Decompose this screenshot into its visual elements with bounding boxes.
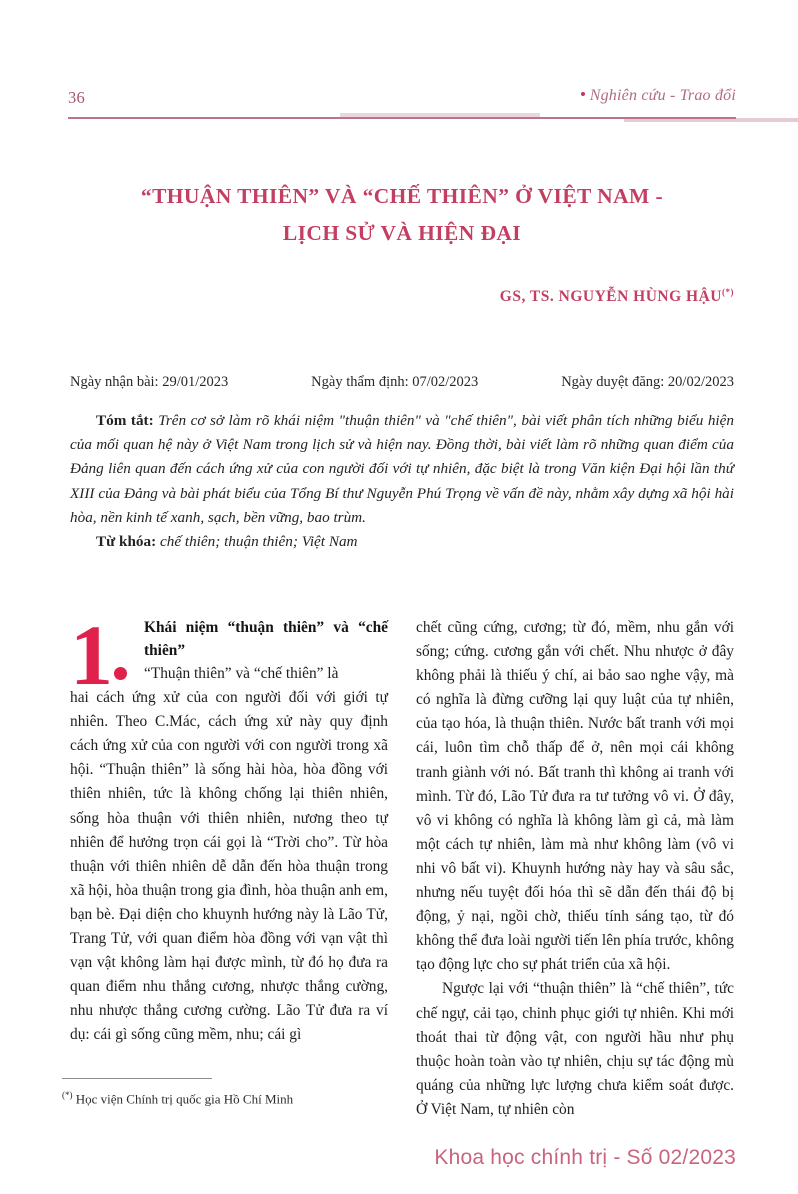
header-rule <box>68 117 736 119</box>
right-column-paragraph-2: Ngược lại với “thuận thiên” là “chế thiên”, tức chế ngự, cải tạo, chinh phục giới tự nhiên. Khi mới thoát thai từ động vật, con người hầu như phụ thuộc hoàn toàn vào tự nhiên, chịu sự tác động mù quáng của những lực lượng chưa kiểm soát được. Ở Việt Nam, tự nhiên còn <box>416 980 734 1118</box>
author-byline <box>500 287 734 306</box>
footnote-separator <box>62 1078 212 1079</box>
footnote <box>62 1086 293 1108</box>
abstract-block <box>70 409 734 554</box>
date-approved: Ngày duyệt đăng: 20/02/2023 <box>561 374 734 390</box>
author-affiliation-marker: (*) <box>722 287 734 297</box>
keywords-paragraph <box>70 530 734 554</box>
article-dates <box>70 374 734 391</box>
left-column <box>70 607 388 1092</box>
date-reviewed: Ngày thẩm định: 07/02/2023 <box>311 374 479 390</box>
author-name: GS, TS. NGUYỄN HÙNG HẬU <box>499 288 722 306</box>
section-heading: Khái niệm “thuận thiên” và “chế thiên” <box>144 619 388 659</box>
title-line-1: “THUẬN THIÊN” VÀ “CHẾ THIÊN” Ở VIỆT NAM - <box>140 184 664 209</box>
drop-cap-numeral: 1 <box>70 607 111 703</box>
date-received: Ngày nhận bài: 29/01/2023 <box>70 374 229 390</box>
abstract-label: Tóm tắt: <box>96 412 154 429</box>
drop-cap-dot-icon <box>114 667 127 680</box>
abstract-text: Trên cơ sở làm rõ khái niệm "thuận thiên" và "chế thiên", bài viết phân tích những biểu hiện của mối quan hệ này ở Việt Nam trong lịch sử và hiện nay. Đồng thời, bài viết làm rõ những quan điểm của Đảng liên quan đến cách ứng xử của con người đối với tự nhiên, đặc biệt là trong Văn kiện Đại hội lần thứ XIII của Đảng và bài phát biểu của Tổng Bí thư Nguyễn Phú Trọng về vấn đề này, nhằm xây dựng xã hội hài hòa, nền kinh tế xanh, sạch, bền vững, bao trùm. <box>70 412 734 526</box>
abstract-paragraph <box>70 409 734 530</box>
running-head <box>68 88 736 122</box>
left-column-paragraph: hai cách ứng xử của con người đối với giới tự nhiên. Theo C.Mác, cách ứng xử này quy định cách ứng xử của con người với con người trong xã hội. “Thuận thiên” là sống hài hòa, hòa đồng với thiên nhiên, tức là không chống lại thiên nhiên, sống hòa thuận với thiên nhiên, nương theo tự nhiên để hưởng trọn cái gọi là “Trời cho”. Từ hòa thuận với thiên nhiên dễ dẫn đến hòa thuận trong xã hội, hòa thuận trong gia đình, hòa thuận anh em, bạn bè. Đại diện cho khuynh hướng này là Lão Tử, Trang Tử, với quan điểm hòa đồng với vạn vật thì vạn vật không làm hại được mình, từ đó họ đưa ra quan điểm nhu thắng cương, nhược thắng cường, nhu nhược thắng cương cường. Lão Tử đưa ra ví dụ: cái gì sống cũng mềm, nhu; cái gì <box>70 689 388 1044</box>
left-column-first-line: “Thuận thiên” và “chế thiên” là <box>144 665 339 682</box>
right-column-paragraph-1: chết cũng cứng, cương; từ đó, mềm, nhu gắn với sống; cứng. cương gắn với chết. Nhu nhược ở đây không phải là thiếu ý chí, ai bảo sao nghe vậy, mà có nghĩa là đừng cưỡng lại quy luật của tự nhiên, của tạo hóa, là thuận thiên. Nước bất tranh với mọi cái, luôn tìm chỗ thấp để ở, nên mọi cái không tranh giành với nó. Bất tranh thì không ai tranh với mình. Từ đó, Lão Tử đưa ra tư tưởng vô vi. Ở đây, vô vi không có nghĩa là không làm gì cả, mà làm một cách tự nhiên, làm mà như không làm (vô vi nhi vô bất vi). Khuynh hướng này hay và sâu sắc, nhưng nếu tuyệt đối hóa thì sẽ dẫn đến thái độ bị động, ỷ nại, ngồi chờ, thiếu tính sáng tạo, từ đó không thể đưa loài người tiến lên phía trước, không tạo động lực cho sự phát triển của xã hội. <box>416 619 734 974</box>
bullet-icon <box>581 92 585 96</box>
journal-footer: Khoa học chính trị - Số 02/2023 <box>434 1146 736 1169</box>
keywords-label: Từ khóa: <box>96 533 157 551</box>
keywords-text: chế thiên; thuận thiên; Việt Nam <box>156 533 358 551</box>
section-label-text: Nghiên cứu - Trao đổi <box>589 87 736 104</box>
drop-cap <box>70 607 142 703</box>
footnote-text: Học viện Chính trị quốc gia Hồ Chí Minh <box>72 1091 294 1107</box>
section-label <box>581 87 736 105</box>
title-line-2: LỊCH SỬ VÀ HIỆN ĐẠI <box>282 221 522 246</box>
footnote-marker: (*) <box>62 1090 73 1100</box>
page-title <box>70 178 734 252</box>
right-column <box>416 616 734 1118</box>
page-number: 36 <box>68 88 86 107</box>
